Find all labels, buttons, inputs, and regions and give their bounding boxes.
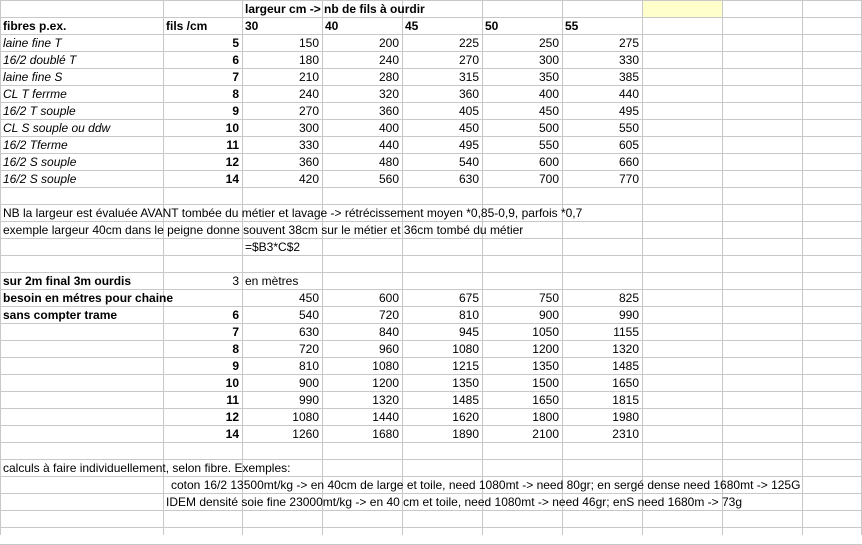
- thread-count[interactable]: 385: [618, 70, 639, 84]
- fils-per-cm[interactable]: 6: [232, 53, 239, 67]
- thread-count[interactable]: 495: [618, 104, 639, 118]
- header-width[interactable]: 50: [485, 19, 499, 33]
- note-width[interactable]: NB la largeur est évaluée AVANT tombée du métier et lavage -> rétrécissement moyen *0,85-0,9, parfois *0,7: [3, 206, 583, 220]
- fils-per-cm[interactable]: 6: [232, 308, 239, 322]
- thread-count[interactable]: 540: [458, 155, 479, 169]
- thread-count[interactable]: 320: [378, 87, 399, 101]
- sheet-title[interactable]: largeur cm -> nb de fils à ourdir: [245, 2, 425, 16]
- meters-unit[interactable]: en mètres: [245, 274, 299, 288]
- thread-count[interactable]: 240: [378, 53, 399, 67]
- warp-length[interactable]: 1485: [452, 393, 479, 407]
- warp-length[interactable]: 2100: [532, 427, 559, 441]
- warp-length[interactable]: 810: [458, 308, 479, 322]
- warp-length[interactable]: 900: [298, 376, 319, 390]
- thread-count[interactable]: 250: [538, 36, 559, 50]
- warp-length[interactable]: 1800: [532, 410, 559, 424]
- warp-length[interactable]: 1200: [532, 342, 559, 356]
- fils-per-cm[interactable]: 9: [232, 104, 239, 118]
- fils-per-cm[interactable]: 8: [232, 342, 239, 356]
- thread-count[interactable]: 360: [458, 87, 479, 101]
- thread-count[interactable]: 400: [538, 87, 559, 101]
- thread-count[interactable]: 200: [378, 36, 399, 50]
- fibre-name[interactable]: 16/2 T souple: [3, 104, 76, 118]
- warp-length[interactable]: 1080: [452, 342, 479, 356]
- thread-count[interactable]: 350: [538, 70, 559, 84]
- note-example[interactable]: exemple largeur 40cm dans le peigne donne souvent 38cm sur le métier et 36cm tombé du métier: [3, 223, 524, 237]
- grid-line-horizontal: [0, 527, 862, 528]
- example-coton[interactable]: coton 16/2 13500mt/kg -> en 40cm de large et toile, need 1080mt -> need 80gr; en sergé dense need 1680mt -> 125G: [171, 478, 801, 492]
- thread-count[interactable]: 770: [618, 172, 639, 186]
- warp-length[interactable]: 1215: [452, 359, 479, 373]
- warp-length[interactable]: 945: [458, 325, 479, 339]
- section-label[interactable]: sans compter trame: [3, 308, 118, 322]
- warp-length[interactable]: 1485: [612, 359, 639, 373]
- grid-line-vertical: [802, 0, 803, 535]
- fibre-name[interactable]: CL T ferrme: [3, 87, 67, 101]
- header-fibre[interactable]: fibres p.ex.: [3, 19, 67, 33]
- warp-length[interactable]: 1350: [452, 376, 479, 390]
- meters-value[interactable]: 3: [232, 274, 239, 288]
- thread-count[interactable]: 495: [458, 138, 479, 152]
- fils-per-cm[interactable]: 12: [225, 410, 239, 424]
- section-label[interactable]: besoin en métres pour chaine: [3, 291, 174, 305]
- grid-line-vertical: [722, 0, 723, 535]
- warp-length[interactable]: 1320: [612, 342, 639, 356]
- header-fils[interactable]: fils /cm: [166, 19, 208, 33]
- thread-count[interactable]: 550: [618, 121, 639, 135]
- fils-per-cm[interactable]: 7: [232, 325, 239, 339]
- warp-length[interactable]: 630: [298, 325, 319, 339]
- thread-count[interactable]: 560: [378, 172, 399, 186]
- thread-count[interactable]: 630: [458, 172, 479, 186]
- warp-length[interactable]: 600: [378, 291, 399, 305]
- thread-count[interactable]: 330: [298, 138, 319, 152]
- thread-count[interactable]: 400: [378, 121, 399, 135]
- fils-per-cm[interactable]: 14: [225, 427, 239, 441]
- highlighted-cell[interactable]: [643, 0, 722, 17]
- thread-count[interactable]: 360: [298, 155, 319, 169]
- grid-line-horizontal: [0, 255, 862, 256]
- thread-count[interactable]: 315: [458, 70, 479, 84]
- thread-count[interactable]: 450: [458, 121, 479, 135]
- fibre-name[interactable]: laine fine T: [3, 36, 62, 50]
- warp-length[interactable]: 1155: [613, 325, 639, 339]
- thread-count[interactable]: 405: [458, 104, 479, 118]
- section-label[interactable]: sur 2m final 3m ourdis: [3, 274, 132, 288]
- fibre-name[interactable]: 16/2 Tferme: [3, 138, 68, 152]
- grid-line-vertical: [642, 0, 643, 535]
- warp-length[interactable]: 1980: [612, 410, 639, 424]
- warp-length[interactable]: 1080: [372, 359, 399, 373]
- fils-per-cm[interactable]: 10: [225, 376, 239, 390]
- warp-length[interactable]: 1440: [372, 410, 399, 424]
- example-soie[interactable]: IDEM densité soie fine 23000mt/kg -> en 40 cm et toile, need 1080mt -> need 46gr; enS need 1680m -> 73g: [166, 495, 743, 509]
- warp-length[interactable]: 2310: [612, 427, 639, 441]
- thread-count[interactable]: 225: [458, 36, 479, 50]
- warp-length[interactable]: 960: [378, 342, 399, 356]
- warp-length[interactable]: 1050: [532, 325, 559, 339]
- thread-count[interactable]: 440: [618, 87, 639, 101]
- header-width[interactable]: 40: [325, 19, 339, 33]
- thread-count[interactable]: 420: [298, 172, 319, 186]
- thread-count[interactable]: 210: [298, 70, 319, 84]
- thread-count[interactable]: 270: [458, 53, 479, 67]
- formula-text[interactable]: =$B3*C$2: [245, 240, 301, 254]
- warp-length[interactable]: 1320: [372, 393, 399, 407]
- fibre-name[interactable]: 16/2 S souple: [3, 155, 77, 169]
- thread-count[interactable]: 480: [378, 155, 399, 169]
- thread-count[interactable]: 605: [618, 138, 639, 152]
- warp-length[interactable]: 450: [298, 291, 319, 305]
- fils-per-cm[interactable]: 5: [232, 36, 239, 50]
- fibre-name[interactable]: 16/2 S souple: [3, 172, 77, 186]
- warp-length[interactable]: 1200: [372, 376, 399, 390]
- fils-per-cm[interactable]: 7: [232, 70, 239, 84]
- warp-length[interactable]: 900: [538, 308, 559, 322]
- warp-length[interactable]: 1500: [532, 376, 559, 390]
- thread-count[interactable]: 660: [618, 155, 639, 169]
- thread-count[interactable]: 360: [378, 104, 399, 118]
- header-width[interactable]: 45: [405, 19, 419, 33]
- thread-count[interactable]: 330: [618, 53, 639, 67]
- header-width[interactable]: 30: [245, 19, 259, 33]
- warp-length[interactable]: 810: [298, 359, 319, 373]
- warp-length[interactable]: 720: [298, 342, 319, 356]
- thread-count[interactable]: 440: [378, 138, 399, 152]
- warp-length[interactable]: 990: [298, 393, 319, 407]
- warp-length[interactable]: 1650: [532, 393, 559, 407]
- warp-length[interactable]: 1815: [612, 393, 639, 407]
- thread-count[interactable]: 450: [538, 104, 559, 118]
- fils-per-cm[interactable]: 8: [232, 87, 239, 101]
- thread-count[interactable]: 300: [538, 53, 559, 67]
- warp-length[interactable]: 720: [378, 308, 399, 322]
- fils-per-cm[interactable]: 14: [225, 172, 239, 186]
- fils-per-cm[interactable]: 12: [225, 155, 239, 169]
- header-width[interactable]: 55: [565, 19, 579, 33]
- warp-length[interactable]: 1680: [372, 427, 399, 441]
- fibre-name[interactable]: 16/2 doublé T: [3, 53, 77, 67]
- warp-length[interactable]: 1620: [452, 410, 479, 424]
- thread-count[interactable]: 600: [538, 155, 559, 169]
- thread-count[interactable]: 150: [298, 36, 319, 50]
- fils-per-cm[interactable]: 9: [232, 359, 239, 373]
- thread-count[interactable]: 280: [378, 70, 399, 84]
- warp-length[interactable]: 1890: [452, 427, 479, 441]
- fibre-name[interactable]: CL S souple ou ddw: [3, 121, 111, 135]
- thread-count[interactable]: 500: [538, 121, 559, 135]
- thread-count[interactable]: 180: [298, 53, 319, 67]
- warp-length[interactable]: 1260: [292, 427, 319, 441]
- warp-length[interactable]: 990: [618, 308, 639, 322]
- thread-count[interactable]: 550: [538, 138, 559, 152]
- fils-per-cm[interactable]: 10: [225, 121, 239, 135]
- calc-note[interactable]: calculs à faire individuellement, selon fibre. Exemples:: [3, 461, 291, 475]
- warp-length[interactable]: 750: [538, 291, 559, 305]
- thread-count[interactable]: 300: [298, 121, 319, 135]
- fils-per-cm[interactable]: 11: [226, 138, 239, 152]
- warp-length[interactable]: 1080: [292, 410, 319, 424]
- thread-count[interactable]: 240: [298, 87, 319, 101]
- warp-length[interactable]: 840: [378, 325, 399, 339]
- thread-count[interactable]: 700: [538, 172, 559, 186]
- fils-per-cm[interactable]: 11: [226, 393, 239, 407]
- warp-length[interactable]: 675: [458, 291, 479, 305]
- warp-length[interactable]: 825: [618, 291, 639, 305]
- fibre-name[interactable]: laine fine S: [3, 70, 63, 84]
- warp-length[interactable]: 1350: [532, 359, 559, 373]
- thread-count[interactable]: 270: [298, 104, 319, 118]
- warp-length[interactable]: 1650: [612, 376, 639, 390]
- warp-length[interactable]: 540: [298, 308, 319, 322]
- thread-count[interactable]: 275: [618, 36, 639, 50]
